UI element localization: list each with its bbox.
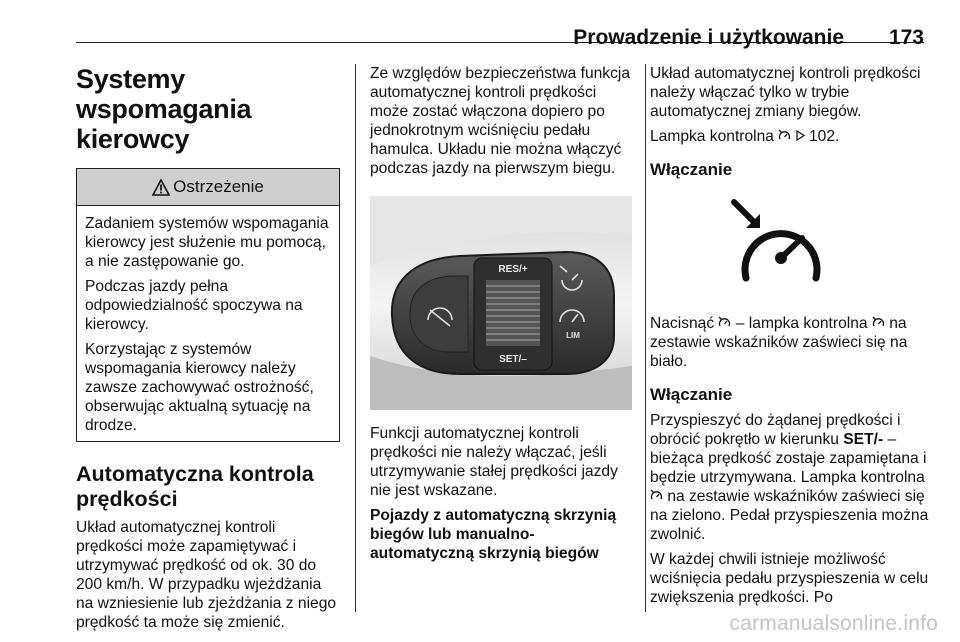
indicator-page-ref: 102.: [804, 128, 840, 145]
page-reference-arrow-icon: [796, 130, 805, 141]
text-fragment: – bieżąca prędkość zostaje zapamiętana i będzie utrzymywana. Lampka kontrolna: [650, 431, 927, 486]
warning-header: [77, 169, 339, 206]
cruise-control-icon: [718, 316, 731, 328]
body-paragraph: Ze względów bezpieczeństwa funkcja automatycznej kontroli prędkości może zostać włączona dopiero po jednokrotnym wciśnięciu pedału hamulca. Układu nie można włączyć podczas jazdy na pierwszym biegu.: [370, 65, 631, 177]
text-fragment: na zestawie wskaźników zaświeci się na biało.: [650, 315, 908, 370]
text-fragment: – lampka kontrolna: [731, 315, 872, 332]
column-1: [76, 64, 342, 638]
res-label: RES/+: [498, 264, 528, 275]
section-title-line-1: Systemy wspomagania: [76, 64, 252, 124]
text-fragment: Nacisnąć: [650, 315, 719, 332]
set-control-label: SET/-: [843, 431, 884, 448]
text-fragment: na zestawie wskaźników zaświeci się na zielono. Pedał przyspieszenia można zwolnić.: [650, 488, 929, 543]
cruise-control-pictogram: [650, 192, 912, 300]
indicator-reference: [650, 127, 930, 146]
warning-paragraph: Podczas jazdy pełna odpowiedzialność spoczywa na kierowcy.: [85, 278, 303, 333]
column-2: [370, 64, 632, 563]
column-3: [650, 64, 930, 613]
cruise-control-icon: [778, 129, 791, 141]
subsection-title: Automatyczna kontrola prędkości: [76, 462, 314, 511]
warning-paragraph: Zadaniem systemów wspomagania kierowcy jest służenie mu pomocą, a nie zastępowanie go.: [85, 215, 329, 270]
section-title: [76, 64, 342, 154]
indicator-prefix: Lampka kontrolna: [650, 128, 779, 145]
column-divider: [355, 64, 356, 612]
watermark: carmanualsonline.info: [729, 612, 938, 635]
body-paragraph: [650, 314, 930, 371]
steering-wheel-controls-illustration: [370, 196, 632, 410]
body-paragraph: Układ automatycznej kontroli prędkości może zapamiętywać i utrzymywać prędkość od ok. 30 do 200 km/h. W przypadku wjeżdżania na wzniesienie lub zjeżdżania z niego prędkość ta może się zmienić.: [76, 519, 337, 631]
warning-body: [77, 206, 339, 441]
body-paragraph: W każdej chwili istnieje możliwość wciśnięcia pedału przyspieszenia w celu zwiększenia prędkości. Po: [650, 551, 929, 606]
column-divider: [645, 64, 646, 612]
warning-box: [76, 168, 340, 442]
body-paragraph: Funkcji automatycznej kontroli prędkości nie należy włączać, jeśli utrzymywanie stałej prędkości jazdy nie jest wskazane.: [370, 425, 618, 499]
bold-paragraph: Pojazdy z automatyczną skrzynią biegów lub manualno-automatyczną skrzynią biegów: [370, 507, 617, 562]
page-number: 173: [888, 26, 924, 49]
warning-paragraph: Korzystając z systemów wspomagania kierowcy należy zawsze zachowywać ostrożność, obserwując aktualną sytuację na drodze.: [85, 341, 314, 434]
steering-wheel-controls-photo: [370, 196, 632, 410]
text-fragment: Przyspieszyć do żądanej prędkości i obrócić pokrętło w kierunku: [650, 412, 901, 448]
warning-triangle-icon: [152, 179, 170, 196]
page-header: [76, 12, 924, 49]
cruise-control-icon: [650, 489, 663, 501]
heading-wlaczanie-2: Włączanie: [650, 385, 733, 404]
heading-wlaczanie: Włączanie: [650, 160, 733, 179]
header-title: Prowadzenie i użytkowanie: [573, 26, 844, 49]
set-label: SET/–: [499, 354, 527, 365]
section-title-line-2: kierowcy: [76, 124, 190, 154]
lim-label: LIM: [566, 331, 580, 340]
body-paragraph: Układ automatycznej kontroli prędkości należy włączać tylko w trybie automatycznej zmiany biegów.: [650, 65, 921, 120]
warning-title: Ostrzeżenie: [173, 177, 264, 196]
body-paragraph: [650, 411, 930, 544]
cruise-control-icon: [872, 316, 885, 328]
